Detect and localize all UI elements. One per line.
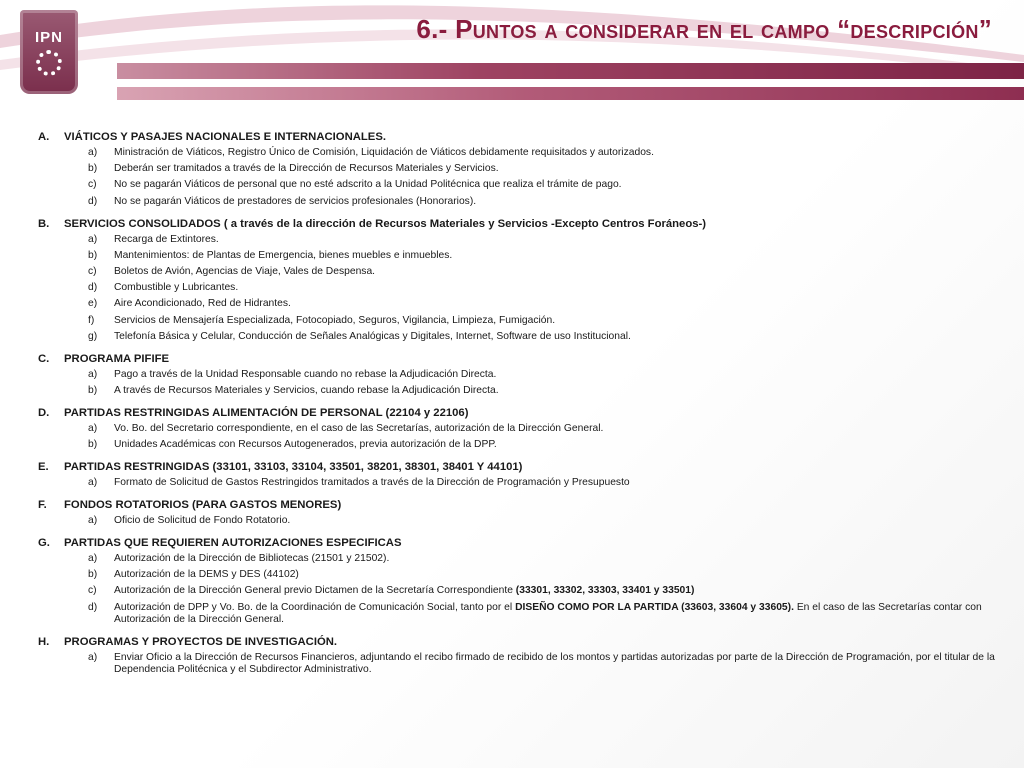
list-item bbox=[38, 439, 998, 451]
section-title: PROGRAMA PIFIFE bbox=[64, 352, 170, 365]
item-text-regular: Oficio de Solicitud de Fondo Rotatorio. bbox=[114, 515, 291, 527]
item-text bbox=[114, 477, 998, 489]
section bbox=[38, 460, 998, 489]
list-item bbox=[38, 477, 998, 489]
item-text-regular: Autorización de la Dirección de Bibliotecas (21501 y 21502). bbox=[114, 553, 390, 565]
item-text-regular: Autorización de la DEMS y DES (44102) bbox=[114, 569, 299, 581]
section-letter: G. bbox=[38, 537, 50, 550]
item-letter: b) bbox=[88, 163, 98, 175]
section bbox=[38, 498, 998, 527]
list-item bbox=[38, 266, 998, 278]
list-item bbox=[38, 585, 998, 597]
item-text bbox=[114, 585, 998, 597]
item-letter: a) bbox=[88, 651, 98, 663]
item-letter: a) bbox=[88, 553, 98, 565]
section-item-list bbox=[38, 234, 998, 343]
section bbox=[38, 635, 998, 676]
item-text bbox=[114, 569, 998, 581]
item-text-regular: Combustible y Lubricantes. bbox=[114, 282, 239, 294]
section-item-list bbox=[38, 477, 998, 489]
section-item-list bbox=[38, 652, 998, 676]
item-letter: a) bbox=[88, 422, 98, 434]
item-text bbox=[114, 439, 998, 451]
item-text bbox=[114, 369, 998, 381]
list-item bbox=[38, 331, 998, 343]
item-text bbox=[114, 423, 998, 435]
section-letter: B. bbox=[38, 217, 50, 230]
section-title: PARTIDAS QUE REQUIEREN AUTORIZACIONES ESPECIFICAS bbox=[64, 537, 402, 550]
section-item-list bbox=[38, 515, 998, 527]
item-text bbox=[114, 266, 998, 278]
list-item bbox=[38, 298, 998, 310]
item-text bbox=[114, 553, 998, 565]
item-letter: e) bbox=[88, 298, 98, 310]
item-letter: b) bbox=[88, 569, 98, 581]
item-letter: a) bbox=[88, 477, 98, 489]
section-item-list bbox=[38, 369, 998, 397]
item-letter: f) bbox=[88, 314, 95, 326]
list-item bbox=[38, 196, 998, 208]
section-item-list bbox=[38, 423, 998, 451]
section-item-list bbox=[38, 147, 998, 208]
section-heading bbox=[38, 498, 998, 513]
list-item bbox=[38, 652, 998, 676]
item-text bbox=[114, 652, 998, 676]
list-item bbox=[38, 423, 998, 435]
item-text-regular: Aire Acondicionado, Red de Hidrantes. bbox=[114, 298, 291, 310]
item-text-regular: Autorización de la Dirección General previo Dictamen de la Secretaría Correspondiente bbox=[114, 585, 516, 597]
item-text bbox=[114, 315, 998, 327]
ipn-logo-icon bbox=[36, 50, 62, 76]
section-heading bbox=[38, 536, 998, 551]
section-letter: C. bbox=[38, 352, 50, 365]
item-text-regular: Deberán ser tramitados a través de la Dirección de Recursos Materiales y Servicios. bbox=[114, 163, 499, 175]
item-text bbox=[114, 179, 998, 191]
section-heading bbox=[38, 460, 998, 475]
item-letter: d) bbox=[88, 601, 98, 613]
item-text bbox=[114, 385, 998, 397]
header-accent-bar bbox=[117, 63, 1024, 79]
item-text-regular: Servicios de Mensajería Especializada, Fotocopiado, Seguros, Vigilancia, Limpieza, Fumigación. bbox=[114, 314, 556, 326]
list-item bbox=[38, 569, 998, 581]
section-heading bbox=[38, 635, 998, 650]
item-letter: c) bbox=[88, 179, 97, 191]
item-letter: a) bbox=[88, 147, 98, 158]
section-heading bbox=[38, 217, 998, 232]
section bbox=[38, 406, 998, 451]
item-text-regular: Ministración de Viáticos, Registro Único de Comisión, Liquidación de Viáticos debidamente requisitados y autorizados. bbox=[114, 147, 654, 158]
item-letter: c) bbox=[88, 585, 97, 597]
list-item bbox=[38, 234, 998, 246]
section-letter: F. bbox=[38, 499, 47, 512]
item-text-regular: Telefonía Básica y Celular, Conducción de Señales Analógicas y Digitales, Internet, Software de uso Institucional. bbox=[114, 330, 631, 342]
section-letter: D. bbox=[38, 406, 50, 419]
section bbox=[38, 130, 998, 208]
slide-content bbox=[38, 130, 998, 685]
item-text-bold: (33301, 33302, 33303, 33401 y 33501) bbox=[515, 585, 695, 597]
section-letter: H. bbox=[38, 635, 50, 648]
list-item bbox=[38, 385, 998, 397]
section-heading bbox=[38, 406, 998, 421]
list-item bbox=[38, 163, 998, 175]
item-text-regular: Autorización de DPP y Vo. Bo. de la Coordinación de Comunicación Social, tanto por el bbox=[114, 601, 516, 613]
item-text bbox=[114, 250, 998, 262]
section-title: PARTIDAS RESTRINGIDAS ALIMENTACIÓN DE PERSONAL (22104 y 22106) bbox=[64, 406, 469, 419]
item-text bbox=[114, 331, 998, 343]
item-letter: c) bbox=[88, 265, 97, 277]
item-text bbox=[114, 234, 998, 246]
item-text-regular: Mantenimientos: de Plantas de Emergencia, bienes muebles e inmuebles. bbox=[114, 249, 453, 261]
item-letter: b) bbox=[88, 249, 98, 261]
item-text-regular: Unidades Académicas con Recursos Autogenerados, previa autorización de la DPP. bbox=[114, 439, 497, 451]
list-item bbox=[38, 515, 998, 527]
item-text-regular: Boletos de Avión, Agencias de Viaje, Vales de Despensa. bbox=[114, 265, 376, 277]
list-item bbox=[38, 369, 998, 381]
section-heading bbox=[38, 130, 998, 145]
item-text-bold: DISEÑO COMO POR LA PARTIDA (33603, 33604 y 33605). bbox=[515, 601, 794, 613]
item-text bbox=[114, 163, 998, 175]
item-text-regular: Pago a través de la Unidad Responsable cuando no rebase la Adjudicación Directa. bbox=[114, 368, 497, 380]
section-heading bbox=[38, 352, 998, 367]
logo-text: IPN bbox=[34, 28, 63, 46]
section-letter: E. bbox=[38, 461, 49, 474]
section bbox=[38, 536, 998, 626]
ipn-logo bbox=[20, 10, 78, 94]
section-title: PARTIDAS RESTRINGIDAS (33101, 33103, 33104, 33501, 38201, 38301, 38401 Y 44101) bbox=[64, 461, 523, 474]
item-text-regular: Vo. Bo. del Secretario correspondiente, en el caso de las Secretarías, autorización de la Dirección General. bbox=[114, 422, 604, 434]
item-text bbox=[114, 298, 998, 310]
item-letter: d) bbox=[88, 195, 98, 207]
item-text-regular: En el caso de las Secretarías contar con Autorización de la Dirección General. bbox=[114, 601, 982, 625]
item-text-regular: No se pagarán Viáticos de prestadores de servicios profesionales (Honorarios). bbox=[114, 195, 477, 207]
section-title: FONDOS ROTATORIOS (PARA GASTOS MENORES) bbox=[64, 499, 342, 512]
section-title: SERVICIOS CONSOLIDADOS ( a través de la dirección de Recursos Materiales y Servicios -Excepto Centros Foráneos-) bbox=[64, 217, 707, 230]
list-item bbox=[38, 553, 998, 565]
list-item bbox=[38, 315, 998, 327]
item-text bbox=[114, 282, 998, 294]
section bbox=[38, 217, 998, 343]
item-letter: d) bbox=[88, 282, 98, 294]
item-text-regular: A través de Recursos Materiales y Servicios, cuando rebase la Adjudicación Directa. bbox=[114, 384, 499, 396]
section-title: PROGRAMAS Y PROYECTOS DE INVESTIGACIÓN. bbox=[64, 635, 338, 648]
item-text-regular: Formato de Solicitud de Gastos Restringidos tramitados a través de la Dirección de Programación y Presupuesto bbox=[114, 477, 630, 489]
list-item bbox=[38, 250, 998, 262]
item-text bbox=[114, 515, 998, 527]
list-item bbox=[38, 179, 998, 191]
section-item-list bbox=[38, 553, 998, 626]
section bbox=[38, 352, 998, 397]
list-item bbox=[38, 147, 998, 159]
item-letter: a) bbox=[88, 515, 98, 527]
item-text-regular: Recarga de Extintores. bbox=[114, 233, 219, 245]
item-text-regular: No se pagarán Viáticos de personal que no esté adscrito a la Unidad Politécnica que realiza el trámite de pago. bbox=[114, 179, 622, 191]
item-text bbox=[114, 147, 998, 159]
list-item bbox=[38, 282, 998, 294]
item-letter: b) bbox=[88, 384, 98, 396]
item-text-regular: Enviar Oficio a la Dirección de Recursos Financieros, adjuntando el recibo firmado de recibido de los montos y partidas autorizadas por parte de la Dirección de Programación, por el titular de la Dependencia Politécnica y el Subdirector Administrativo. bbox=[114, 651, 995, 675]
item-text bbox=[114, 196, 998, 208]
slide-header bbox=[0, 0, 1024, 110]
item-text bbox=[114, 602, 998, 626]
header-accent-bar-lower bbox=[117, 87, 1024, 100]
section-title: VIÁTICOS Y PASAJES NACIONALES E INTERNACIONALES. bbox=[64, 131, 387, 143]
section-letter: A. bbox=[38, 131, 50, 143]
item-letter: g) bbox=[88, 330, 98, 342]
item-letter: a) bbox=[88, 368, 98, 380]
page-title: 6.- Puntos a considerar en el campo “descripción” bbox=[416, 14, 992, 44]
item-letter: b) bbox=[88, 439, 98, 451]
list-item bbox=[38, 602, 998, 626]
item-letter: a) bbox=[88, 233, 98, 245]
